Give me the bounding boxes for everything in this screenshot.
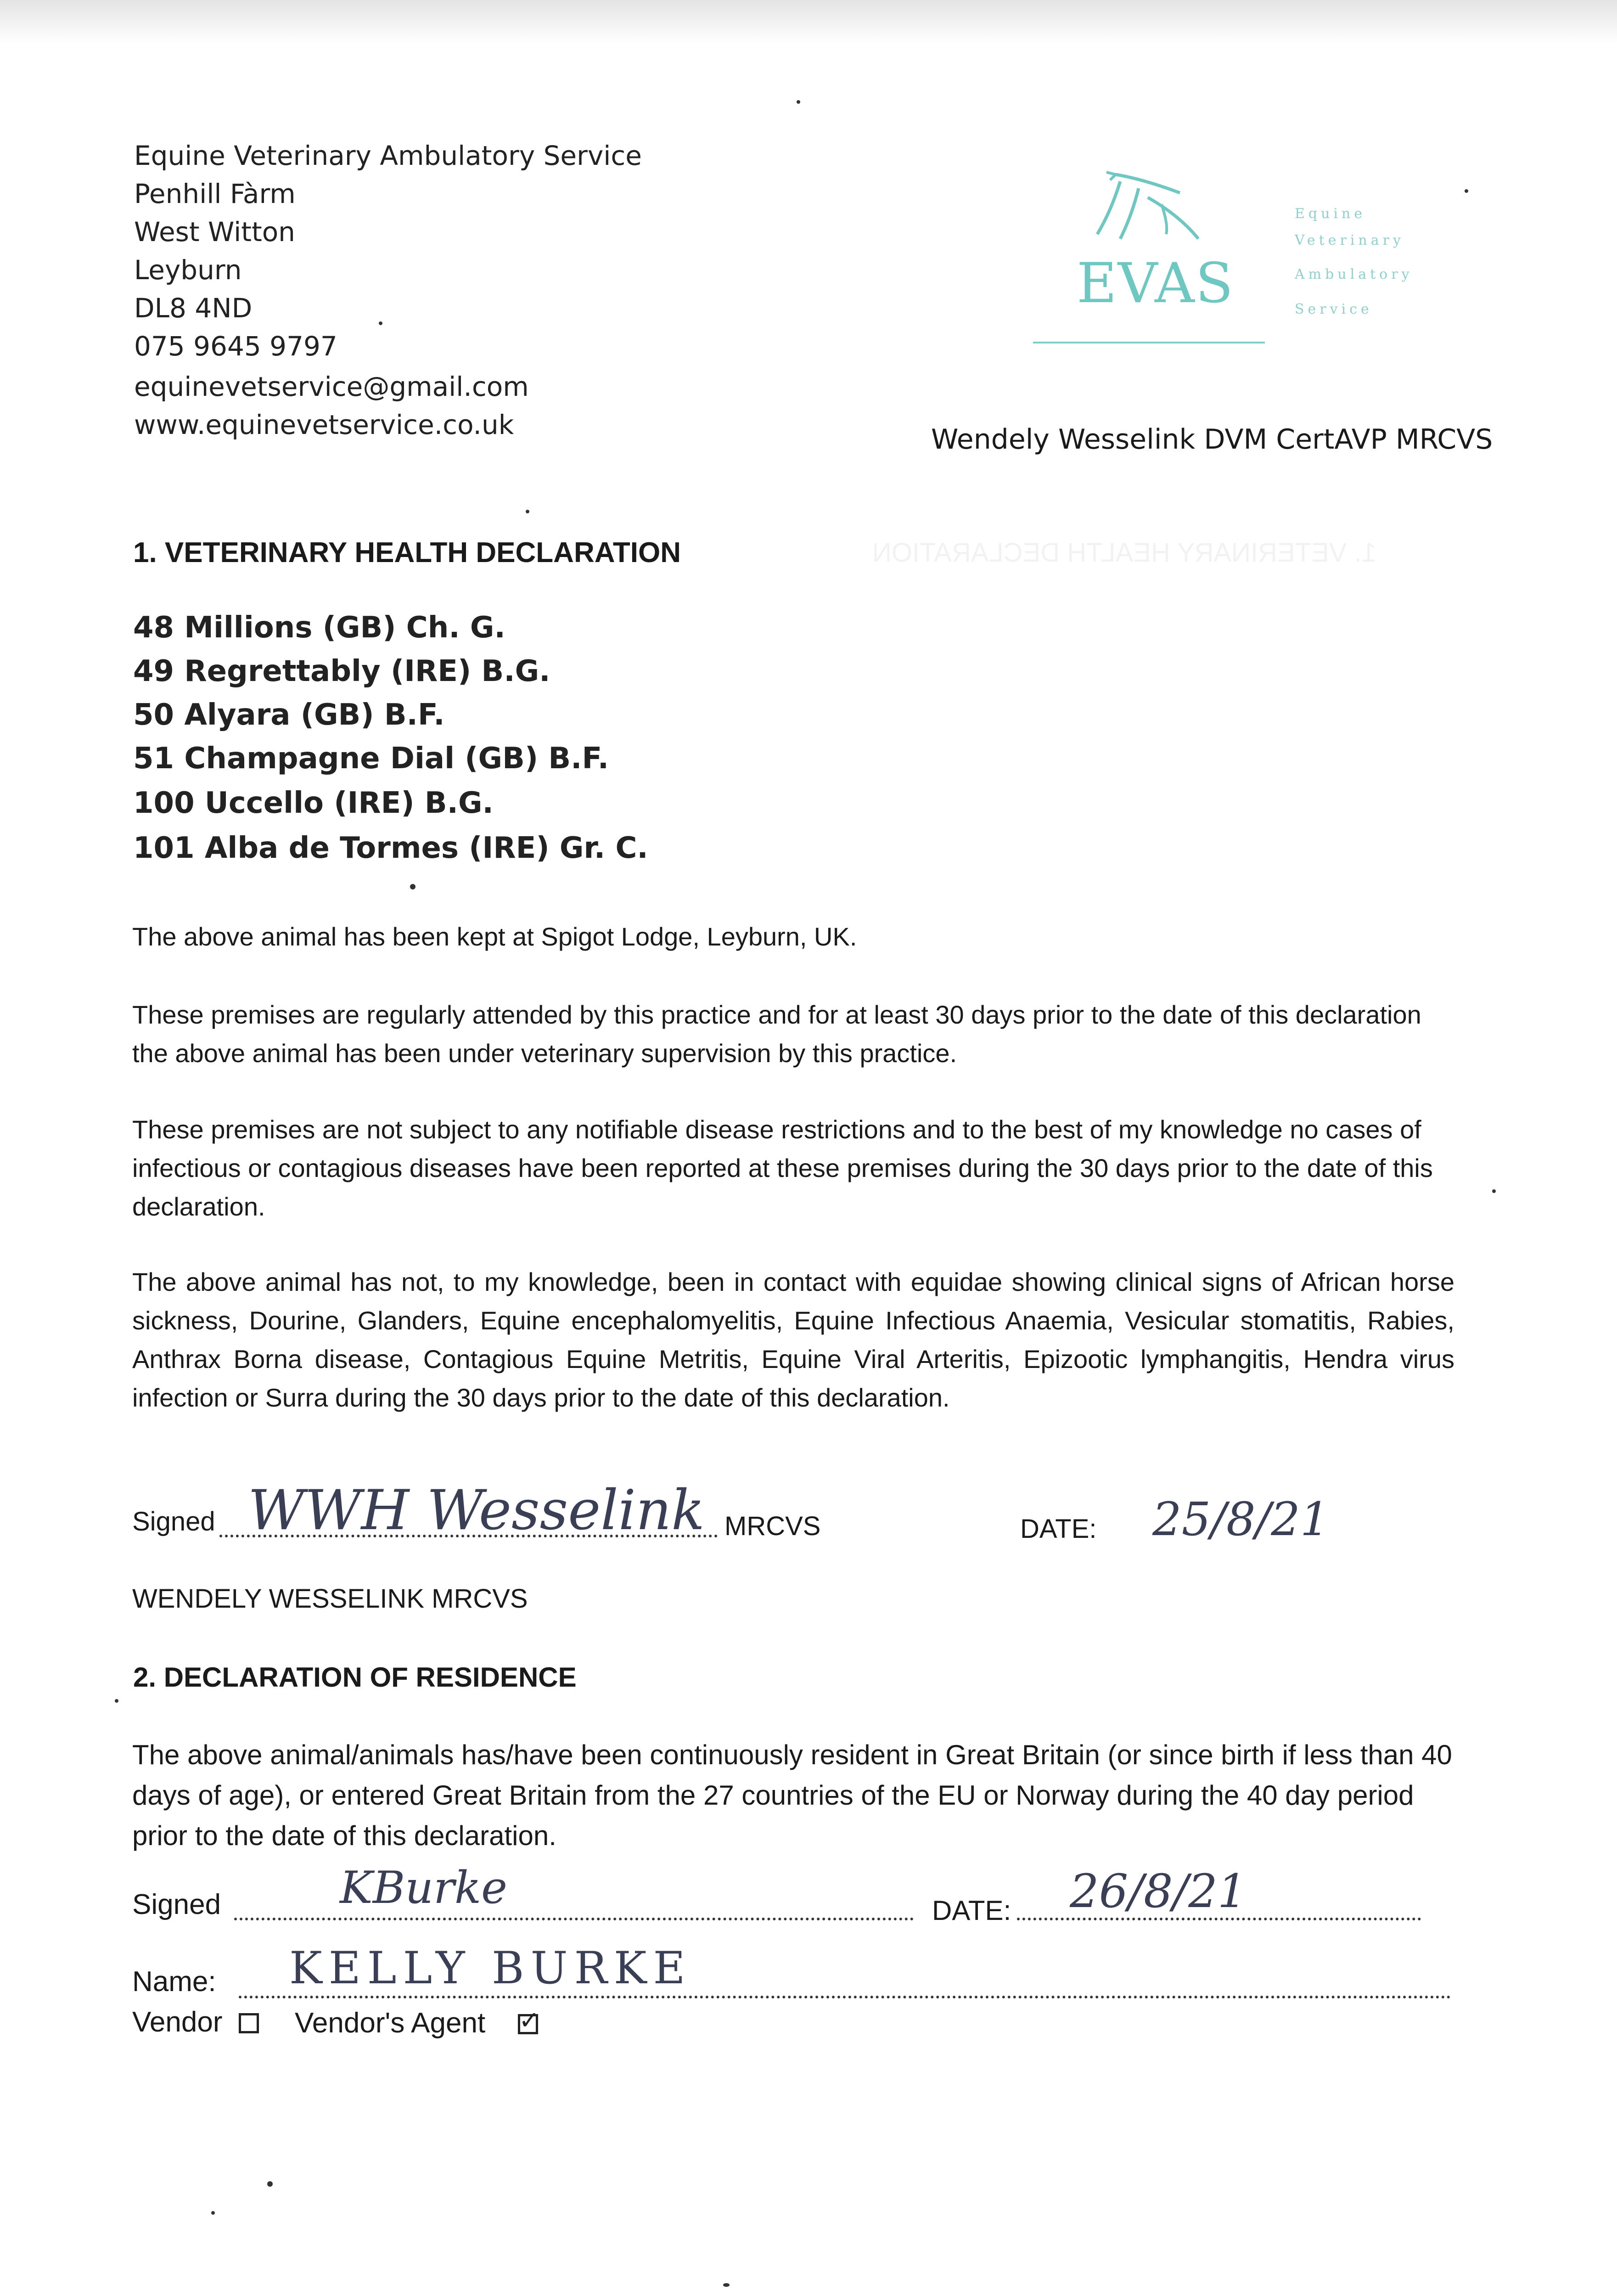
animal-entry: 49 Regrettably (IRE) B.G.: [133, 654, 550, 688]
vendor-label: Vendor: [132, 2006, 223, 2038]
date-label: DATE:: [932, 1895, 1011, 1926]
date-value: 25/8/21: [1152, 1492, 1330, 1546]
logo-word: Service: [1295, 301, 1373, 317]
animal-entry: 101 Alba de Tormes (IRE) Gr. C.: [133, 831, 648, 865]
section2-title: 2. DECLARATION OF RESIDENCE: [133, 1662, 577, 1693]
scan-speck: [1492, 1189, 1496, 1193]
signature-line: [234, 1896, 914, 1920]
logo-word: Ambulatory: [1295, 266, 1413, 282]
horse-head-icon: [1088, 161, 1217, 257]
scan-speck: [267, 2181, 273, 2187]
scan-speck: [115, 1699, 118, 1703]
animal-entry: 48 Millions (GB) Ch. G.: [133, 611, 505, 645]
vendor-checkbox[interactable]: [239, 2013, 259, 2033]
date-value: 26/8/21: [1070, 1864, 1247, 1918]
address-line: Penhill Fàrm: [134, 178, 296, 209]
practice-email: equinevetservice@gmail.com: [134, 371, 529, 402]
vendor-agent-mark: ✓: [519, 2007, 540, 2034]
logo-word: Veterinary: [1295, 232, 1404, 248]
premises-paragraph: The above animal has been kept at Spigot Lodge, Leyburn, UK.: [132, 922, 857, 951]
scan-speck: [1465, 189, 1468, 193]
disease-paragraph: These premises are not subject to any notifiable disease restrictions and to the best of my knowledge no cases of infectious or contagious diseases have been reported at these premises during the 30 days prior to the date of this declaration.: [132, 1115, 1433, 1221]
supervision-paragraph: These premises are regularly attended by this practice and for at least 30 days prior to the date of this declaration the above animal has been under veterinary supervision by this practice.: [132, 1000, 1421, 1068]
logo-word: Equine: [1295, 206, 1366, 222]
show-through-text: 1. VETERINARY HEALTH DECLARATION: [872, 538, 1376, 568]
address-line: Leyburn: [134, 254, 242, 286]
date-label: DATE:: [1020, 1514, 1097, 1544]
section1-title: 1. VETERINARY HEALTH DECLARATION: [133, 537, 681, 568]
vet-signature: WWH Wesselink: [248, 1479, 705, 1542]
practice-name: Equine Veterinary Ambulatory Service: [134, 140, 642, 171]
signatory-name: WENDELY WESSELINK MRCVS: [132, 1584, 528, 1614]
mrcvs-label: MRCVS: [724, 1511, 821, 1541]
name-value: KELLY BURKE: [289, 1942, 692, 1994]
practice-phone: 075 9645 9797: [134, 331, 337, 362]
scan-speck: [379, 321, 382, 325]
logo-underline: [1033, 342, 1265, 343]
animal-entry: 51 Champagne Dial (GB) B.F.: [133, 742, 609, 776]
address-line: West Witton: [134, 216, 295, 248]
scan-speck: [526, 510, 529, 513]
vet-name: Wendely Wesselink DVM CertAVP MRCVS: [931, 423, 1493, 456]
scan-speck: [410, 884, 415, 889]
name-label: Name:: [132, 1966, 216, 1998]
vendor-agent-label: Vendor's Agent: [295, 2007, 486, 2039]
scan-speck: [797, 100, 800, 104]
scan-speck: [723, 2283, 730, 2287]
scan-speck: [211, 2211, 215, 2215]
signed-label: Signed: [132, 1889, 221, 1920]
logo-abbreviation: EVAS: [1077, 252, 1234, 315]
address-line: DL8 4ND: [134, 293, 253, 324]
agent-signature: KBurke: [340, 1862, 507, 1913]
residence-paragraph: The above animal/animals has/have been continuously resident in Great Britain (or since birth if less than 40 days of age), or entered Great Britain from the 27 countries of the EU or Norway during the 40 day period prior to the date of this declaration.: [132, 1739, 1452, 1851]
practice-website: www.equinevetservice.co.uk: [134, 409, 514, 440]
animal-entry: 100 Uccello (IRE) B.G.: [133, 786, 494, 820]
scan-shadow: [0, 0, 1617, 44]
contact-paragraph: The above animal has not, to my knowledge, been in contact with equidae showing clinical signs of African horse sickness, Dourine, Glanders, Equine encephalomyelitis, Equine Infectious Anaemia, Vesicular stomatitis, Rabies, Anthrax Borna disease, Contagious Equine Metritis, Equine Viral Arteritis, Epizootic lymphangitis, Hendra virus infection or Surra during the 30 days prior to the date of this declaration.: [132, 1267, 1454, 1412]
signed-label: Signed: [132, 1507, 215, 1536]
animal-entry: 50 Alyara (GB) B.F.: [133, 698, 445, 732]
